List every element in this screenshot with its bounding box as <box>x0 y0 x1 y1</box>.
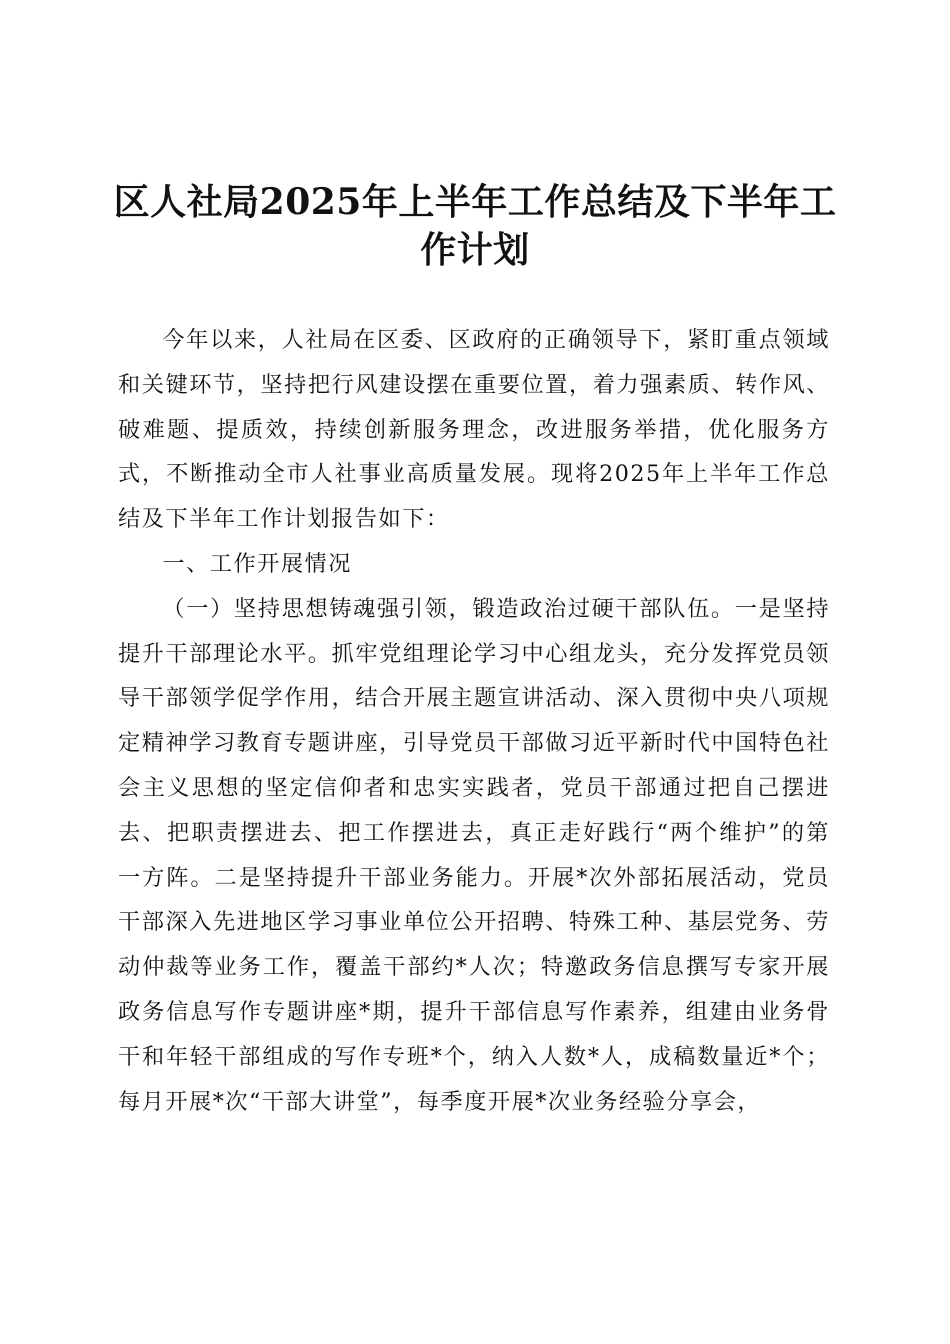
subsection-paragraph <box>118 587 830 1125</box>
subsection-body: 一是坚持提升干部理论水平。抓牢党组理论学习中心组龙头，充分发挥党员领导干部领学促学作用，结合开展主题宣讲活动、深入贯彻中央八项规定精神学习教育专题讲座，引导党员干部做习近平新时代中国特色社会主义思想的坚定信仰者和忠实实践者，党员干部通过把自己摆进去、把职责摆进去、把工作摆进去，真正走好践行“两个维护”的第一方阵。二是坚持提升干部业务能力。开展*次外部拓展活动，党员干部深入先进地区学习事业单位公开招聘、特殊工种、基层党务、劳动仲裁等业务工作，覆盖干部约*人次；特邀政务信息撰写专家开展政务信息写作专题讲座*期，提升干部信息写作素养，组建由业务骨干和年轻干部组成的写作专班*个，纳入人数*人，成稿数量近*个；每月开展*次“干部大讲堂”，每季度开展*次业务经验分享会， <box>118 595 830 1115</box>
document-title: 区人社局2025年上半年工作总结及下半年工作计划 <box>113 181 837 271</box>
subsection-heading: （一）坚持思想铸魂强引领，锻造政治过硬干部队伍。 <box>162 595 735 622</box>
section-heading: 一、工作开展情况 <box>162 550 352 577</box>
document-body <box>118 318 830 1124</box>
intro-paragraph: 今年以来，人社局在区委、区政府的正确领导下，紧盯重点领域和关键环节，坚持把行风建设摆在重要位置，着力强素质、转作风、破难题、提质效，持续创新服务理念，改进服务举措，优化服务方式，不断推动全市人社事业高质量发展。现将2025年上半年工作总结及下半年工作计划报告如下： <box>118 327 830 533</box>
